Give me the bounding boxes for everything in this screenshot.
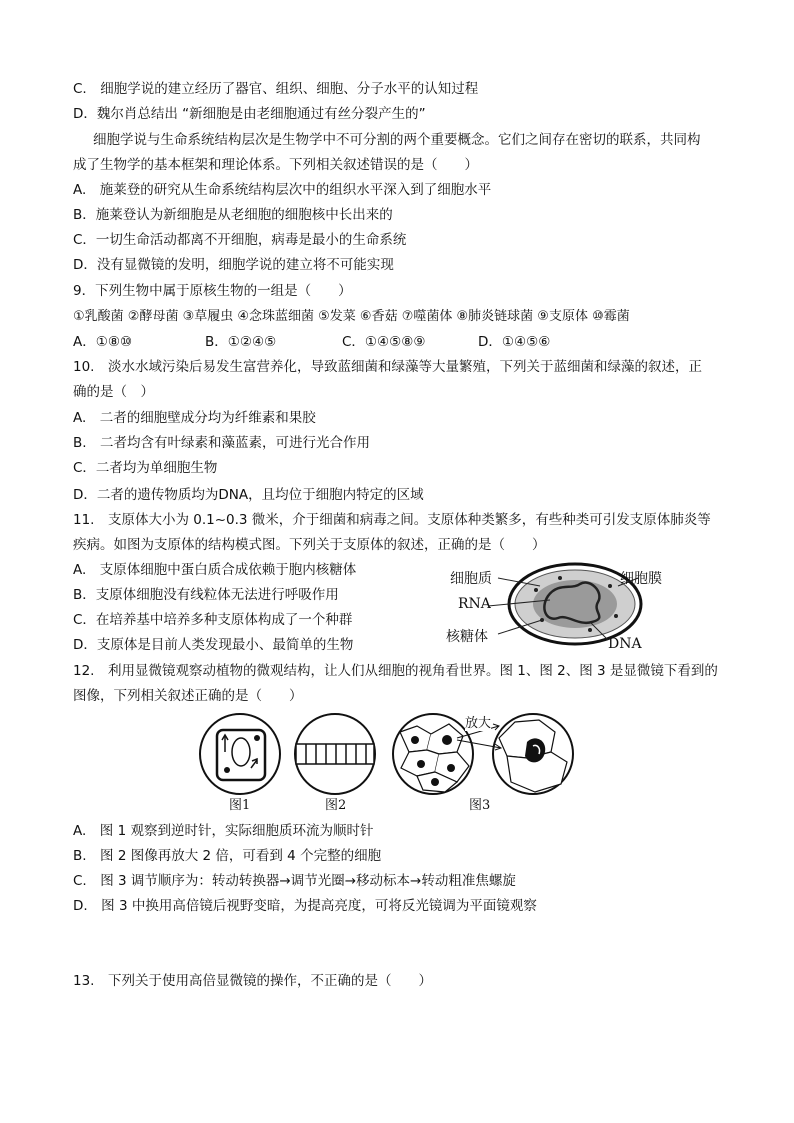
q10-option-a: A. 二者的细胞壁成分均为纤维素和果胶 (73, 410, 316, 426)
q7-option-c: C. 细胞学说的建立经历了器官、组织、细胞、分子水平的认知过程 (73, 81, 479, 97)
q11-option-d: D．支原体是目前人类发现最小、最简单的生物 (73, 637, 354, 653)
q11-option-a: A. 支原体细胞中蛋白质合成依赖于胞内核糖体 (73, 562, 357, 578)
q12-stem-line2: 图像，下列相关叙述正确的是（ ） (73, 688, 303, 704)
label-rna: RNA (458, 596, 491, 612)
q10-stem-line2: 确的是（ ） (73, 384, 154, 400)
q9-option-a: A．①⑧⑩ (73, 334, 133, 350)
q8-option-c: C．一切生命活动都离不开细胞，病毒是最小的生命系统 (73, 232, 407, 248)
caption-fig2: 图2 (325, 798, 347, 813)
label-zoom: 放大 (465, 712, 491, 731)
q12-option-c: C. 图 3 调节顺序为：转动转换器→调节光圈→移动标本→转动粗准焦螺旋 (73, 873, 516, 889)
q12-option-b: B. 图 2 图像再放大 2 倍，可看到 4 个完整的细胞 (73, 848, 382, 864)
q10-option-b: B. 二者均含有叶绿素和藻蓝素，可进行光合作用 (73, 435, 371, 451)
q7-option-d: D．魏尔肖总结出 “新细胞是由老细胞通过有丝分裂产生的” (73, 106, 426, 122)
q13-stem: 13. 下列关于使用高倍显微镜的操作，不正确的是（ ） (73, 973, 432, 989)
q8-option-a: A. 施莱登的研究从生命系统结构层次中的组织水平深入到了细胞水平 (73, 182, 492, 198)
q11-option-b: B．支原体细胞没有线粒体无法进行呼吸作用 (73, 587, 339, 603)
caption-fig3: 图3 (469, 798, 491, 813)
q12-option-d: D. 图 3 中换用高倍镜后视野变暗，为提高亮度，可将反光镜调为平面镜观察 (73, 898, 537, 914)
q10-option-d: D．二者的遗传物质均为DNA，且均位于细胞内特定的区域 (73, 487, 424, 503)
label-cell-membrane: 细胞膜 (620, 571, 662, 587)
q10-stem-line1: 10. 淡水水域污染后易发生富营养化，导致蓝细菌和绿藻等大量繁殖，下列关于蓝细菌和绿藻的叙述，正 (73, 359, 702, 375)
label-ribosome: 核糖体 (446, 629, 488, 645)
q10-option-c: C．二者均为单细胞生物 (73, 460, 218, 476)
caption-fig1: 图1 (229, 798, 251, 813)
label-cytoplasm: 细胞质 (450, 571, 492, 587)
microscope-drawings (195, 712, 585, 812)
q8-option-d: D．没有显微镜的发明，细胞学说的建立将不可能实现 (73, 257, 394, 273)
q11-stem-line1: 11. 支原体大小为 0.1~0.3 微米，介于细菌和病毒之间。支原体种类繁多，有些种类可引发支原体肺炎等 (73, 512, 711, 528)
q9-option-b: B．①②④⑤ (205, 334, 277, 350)
q8-option-b: B．施莱登认为新细胞是从老细胞的细胞核中长出来的 (73, 207, 393, 223)
q12-stem-line1: 12. 利用显微镜观察动植物的微观结构，让人们从细胞的视角看世界。图 1、图 2、图 3 是显微镜下看到的 (73, 663, 718, 679)
microscope-figures (195, 712, 585, 812)
q8-stem-line1: 细胞学说与生命系统结构层次是生物学中不可分割的两个重要概念。它们之间存在密切的联系，共同构 (93, 132, 701, 148)
q9-option-c: C．①④⑤⑧⑨ (342, 334, 426, 350)
q9-stem: 9．下列生物中属于原核生物的一组是（ ） (73, 283, 352, 299)
mycoplasma-diagram (440, 556, 730, 656)
q11-option-c: C．在培养基中培养多种支原体构成了一个种群 (73, 612, 353, 628)
q11-stem-line2: 疾病。如图为支原体的结构模式图。下列关于支原体的叙述，正确的是（ ） (73, 537, 546, 553)
q8-stem-line2: 成了生物学的基本框架和理论体系。下列相关叙述错误的是（ ） (73, 157, 478, 173)
q12-option-a: A. 图 1 观察到逆时针，实际细胞质环流为顺时针 (73, 823, 374, 839)
q9-option-d: D．①④⑤⑥ (478, 334, 551, 350)
q9-organism-list: ①乳酸菌 ②酵母菌 ③草履虫 ④念珠蓝细菌 ⑤发菜 ⑥香菇 ⑦噬菌体 ⑧肺炎链球菌 ⑨支原体 ⑩霉菌 (73, 309, 630, 324)
label-dna: DNA (608, 636, 642, 652)
